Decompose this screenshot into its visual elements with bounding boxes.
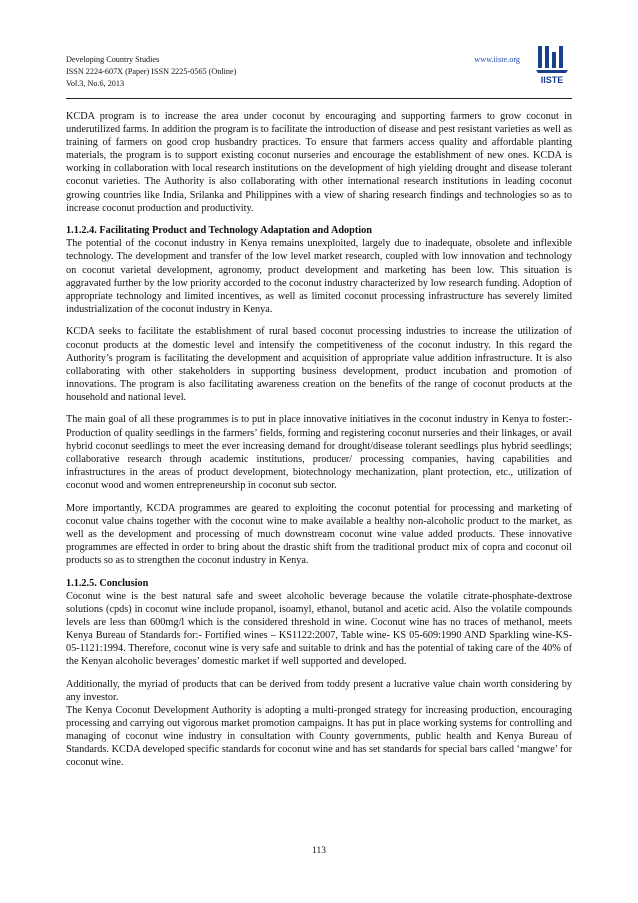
paragraph: Coconut wine is the best natural safe and sweet alcoholic beverage because the volatile citrate-phosphate-dextrose solutions (cpds) in coconut wine include propanol, isoamyl, ethanol, butanol and acetic acid. Also the volatile compounds levels are less than 600mg/l which is the considered threshold in wine. Coconut wine has no traces of methanol, meets Kenya Bureau of Standards for:- Fortified wines – KS1122:2007, Table wine- KS 05-609:1990 AND Sparkling wine-KS-05-1121:1994. Therefore, coconut wine is very safe and suitable to drink and has the potential of taking care of the 40% of the Kenyan alcoholic beverages’ domestic market if well supported and developed. [66, 590, 572, 668]
paragraph: The potential of the coconut industry in Kenya remains unexploited, largely due to inadequate, obsolete and inflexible technology. The development and transfer of the low level market research, coupled with low innovation and technology on coconut varietal development, agronomy, product development and marketing has been low. This situation is aggravated further by the low priority accorded to the coconut industry characterized by low research funding. Adoption of appropriate technology and limited incentives, as well as limited coconut processing infrastructure has severely limited industrialization of the coconut industry in Kenya. [66, 238, 572, 315]
journal-url-link[interactable]: www.iiste.org [474, 55, 520, 64]
page [66, 54, 572, 769]
iiste-logo-icon [532, 44, 572, 86]
header-divider [66, 98, 572, 99]
paragraph: KCDA program is to increase the area under coconut by encouraging and supporting farmers to grow coconut in underutilized farms. In addition the program is to facilitate the introduction of disease and pest resistant varieties as well as training of farmers on good crop husbandry practices. To ensure that farmers access quality and affordable planting materials, the program is to support existing coconut nurseries and encourage the establishment of new ones. KCDA is working in collaboration with local research institutions on the development of high yielding drought and disease tolerant coconut varieties. The Authority is also collaborating with other international research institutions in leading coconut growing countries like India, Srilanka and Philippines with a view of sharing research findings and technologies so as to increase coconut production and productivity. [66, 111, 572, 214]
journal-name: Developing Country Studies [66, 55, 160, 64]
paragraph: The Kenya Coconut Development Authority is adopting a multi-pronged strategy for increasing production, encouraging processing and carrying out vigorous market promotion campaigns. It has put in place working systems for controlling and managing of coconut wine industry in consultation with County governments, public health and Kenya Bureau of Standards. KCDA developed specific standards for coconut wine and has set standards for special bars called ‘mangwe’ for coconut wine. [66, 704, 572, 769]
page-number: 113 [312, 846, 326, 856]
paragraph: The main goal of all these programmes is to put in place innovative initiatives in the coconut industry in Kenya to foster:- Production of quality seedlings in the farmers’ fields, forming and registering coconut nurseries and their linkages, or avail hybrid coconut seedlings to meet the ever increasing demand for drought/disease tolerant seedlings plus hybrid seedlings; collaborative research through academic institutions, producer/ processing companies, having capabilities and infrastructures in the areas of product development, biotechnology mechanization, plant protection, etc., utilization of coconut wood and women entrepreneurship in coconut sub sector. [66, 414, 572, 491]
article-body [66, 110, 572, 779]
paragraph: KCDA seeks to facilitate the establishment of rural based coconut processing industries to increase the utilization of coconut products at the domestic level and intensify the competitiveness of the coconut industry. In this regard the Authority’s program is facilitating the development and acquisition of appropriate value addition infrastructure. It is also collaborating with other stakeholders in supporting business development, product incubation and promotion of innovations. The program is also facilitating awareness creation on the benefits of the range of coconut products at the household and national level. [66, 326, 572, 403]
running-header [66, 54, 572, 106]
section-heading: 1.1.2.5. Conclusion [66, 577, 149, 589]
issn-line: ISSN 2224-607X (Paper) ISSN 2225-0565 (Online) [66, 67, 237, 76]
section-heading: 1.1.2.4. Facilitating Product and Technology Adaptation and Adoption [66, 225, 372, 237]
volume-line: Vol.3, No.6, 2013 [66, 79, 125, 88]
svg-text:IISTE: IISTE [540, 75, 564, 85]
paragraph: Additionally, the myriad of products that can be derived from toddy present a lucrative value chain worth considering by any investor. [66, 678, 572, 703]
paragraph: More importantly, KCDA programmes are geared to exploiting the coconut potential for processing and marketing of coconut value chains together with the coconut wine to make available a healthy non-alcoholic product to the market, as well as the development and processing of much downstream coconut wine value added products. These innovative programmes are effected in order to bring about the drastic shift from the traditional product mix of copra and coconut oil products so as to strengthen the coconut industry in Kenya. [66, 502, 572, 566]
